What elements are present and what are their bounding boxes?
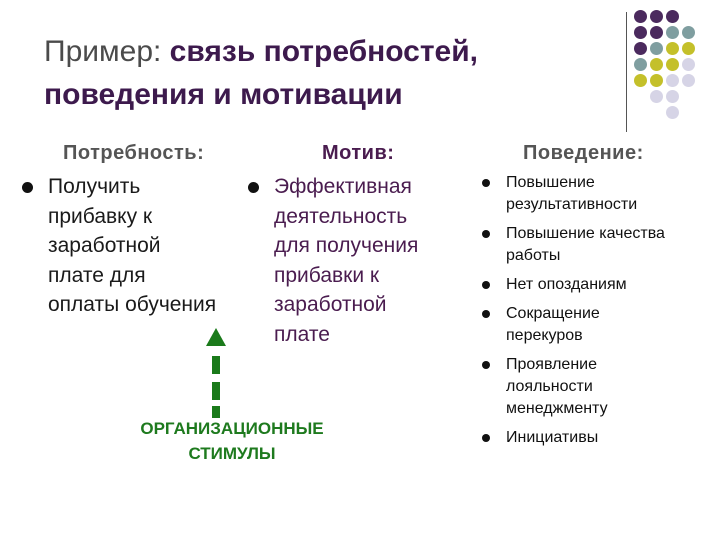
decorative-dot [650, 42, 663, 55]
decorative-dot [666, 106, 679, 119]
decorative-dot [634, 42, 647, 55]
decorative-dot [666, 42, 679, 55]
need-line: Получить [48, 175, 141, 198]
need-header: Потребность: [63, 142, 205, 164]
behavior-item: Повышение результативности [482, 172, 712, 216]
bullet-icon [482, 361, 490, 369]
need-line: прибавку к [48, 204, 153, 228]
stimuli-label [90, 416, 374, 466]
motive-text [274, 172, 464, 349]
title-prefix: Пример: [44, 35, 170, 68]
decorative-dot [666, 10, 679, 23]
decorative-dot [650, 90, 663, 103]
bullet-icon [482, 434, 490, 442]
decorative-dot [634, 26, 647, 39]
decorative-dot [634, 74, 647, 87]
decorative-dot [682, 74, 695, 87]
motive-line: заработной [274, 293, 387, 316]
decorative-dot [666, 90, 679, 103]
motive-line: деятельность [274, 204, 408, 228]
need-line: заработной [48, 234, 161, 257]
decorative-dot [666, 58, 679, 71]
behavior-item: Нет опозданиям [482, 274, 712, 296]
motive-line: Эффективная [274, 175, 412, 198]
decorative-dot [650, 26, 663, 39]
decorative-dot [666, 26, 679, 39]
decorative-dot [682, 26, 695, 39]
motive-line: плате [274, 322, 330, 346]
stimuli-line2: СТИМУЛЫ [188, 444, 276, 463]
need-line: плате для [48, 263, 146, 287]
bullet-icon [482, 281, 490, 289]
need-line: оплаты обучения [48, 293, 217, 316]
bullet-icon [482, 310, 490, 318]
decorative-dot [650, 58, 663, 71]
need-text [48, 172, 263, 320]
decorative-dot [634, 58, 647, 71]
title-bold-line2: поведения и мотивации [44, 78, 403, 111]
decorative-dot [682, 42, 695, 55]
dashed-up-arrow-icon [198, 326, 234, 420]
decorative-dot [650, 74, 663, 87]
decorative-dot [634, 10, 647, 23]
decorative-divider [626, 12, 627, 132]
motive-header: Мотив: [322, 142, 395, 164]
behavior-item: Сокращение перекуров [482, 303, 712, 347]
decorative-dot [650, 10, 663, 23]
motive-bullet [248, 182, 259, 193]
stimuli-line1: ОРГАНИЗАЦИОННЫЕ [140, 419, 324, 438]
behavior-header: Поведение: [523, 142, 644, 164]
bullet-icon [482, 230, 490, 238]
motive-line: для получения [274, 234, 419, 257]
decorative-dot [666, 74, 679, 87]
behavior-item: Повышение качества работы [482, 223, 712, 267]
behavior-item: Проявление лояльности менеджменту [482, 354, 712, 420]
bullet-icon [482, 179, 490, 187]
decorative-dot [682, 58, 695, 71]
need-bullet [22, 182, 33, 193]
slide-title [44, 30, 604, 116]
behavior-list [482, 172, 712, 456]
behavior-item: Инициативы [482, 427, 712, 449]
title-bold-line1: связь потребностей, [169, 35, 479, 68]
motive-line: прибавки к [274, 263, 380, 287]
